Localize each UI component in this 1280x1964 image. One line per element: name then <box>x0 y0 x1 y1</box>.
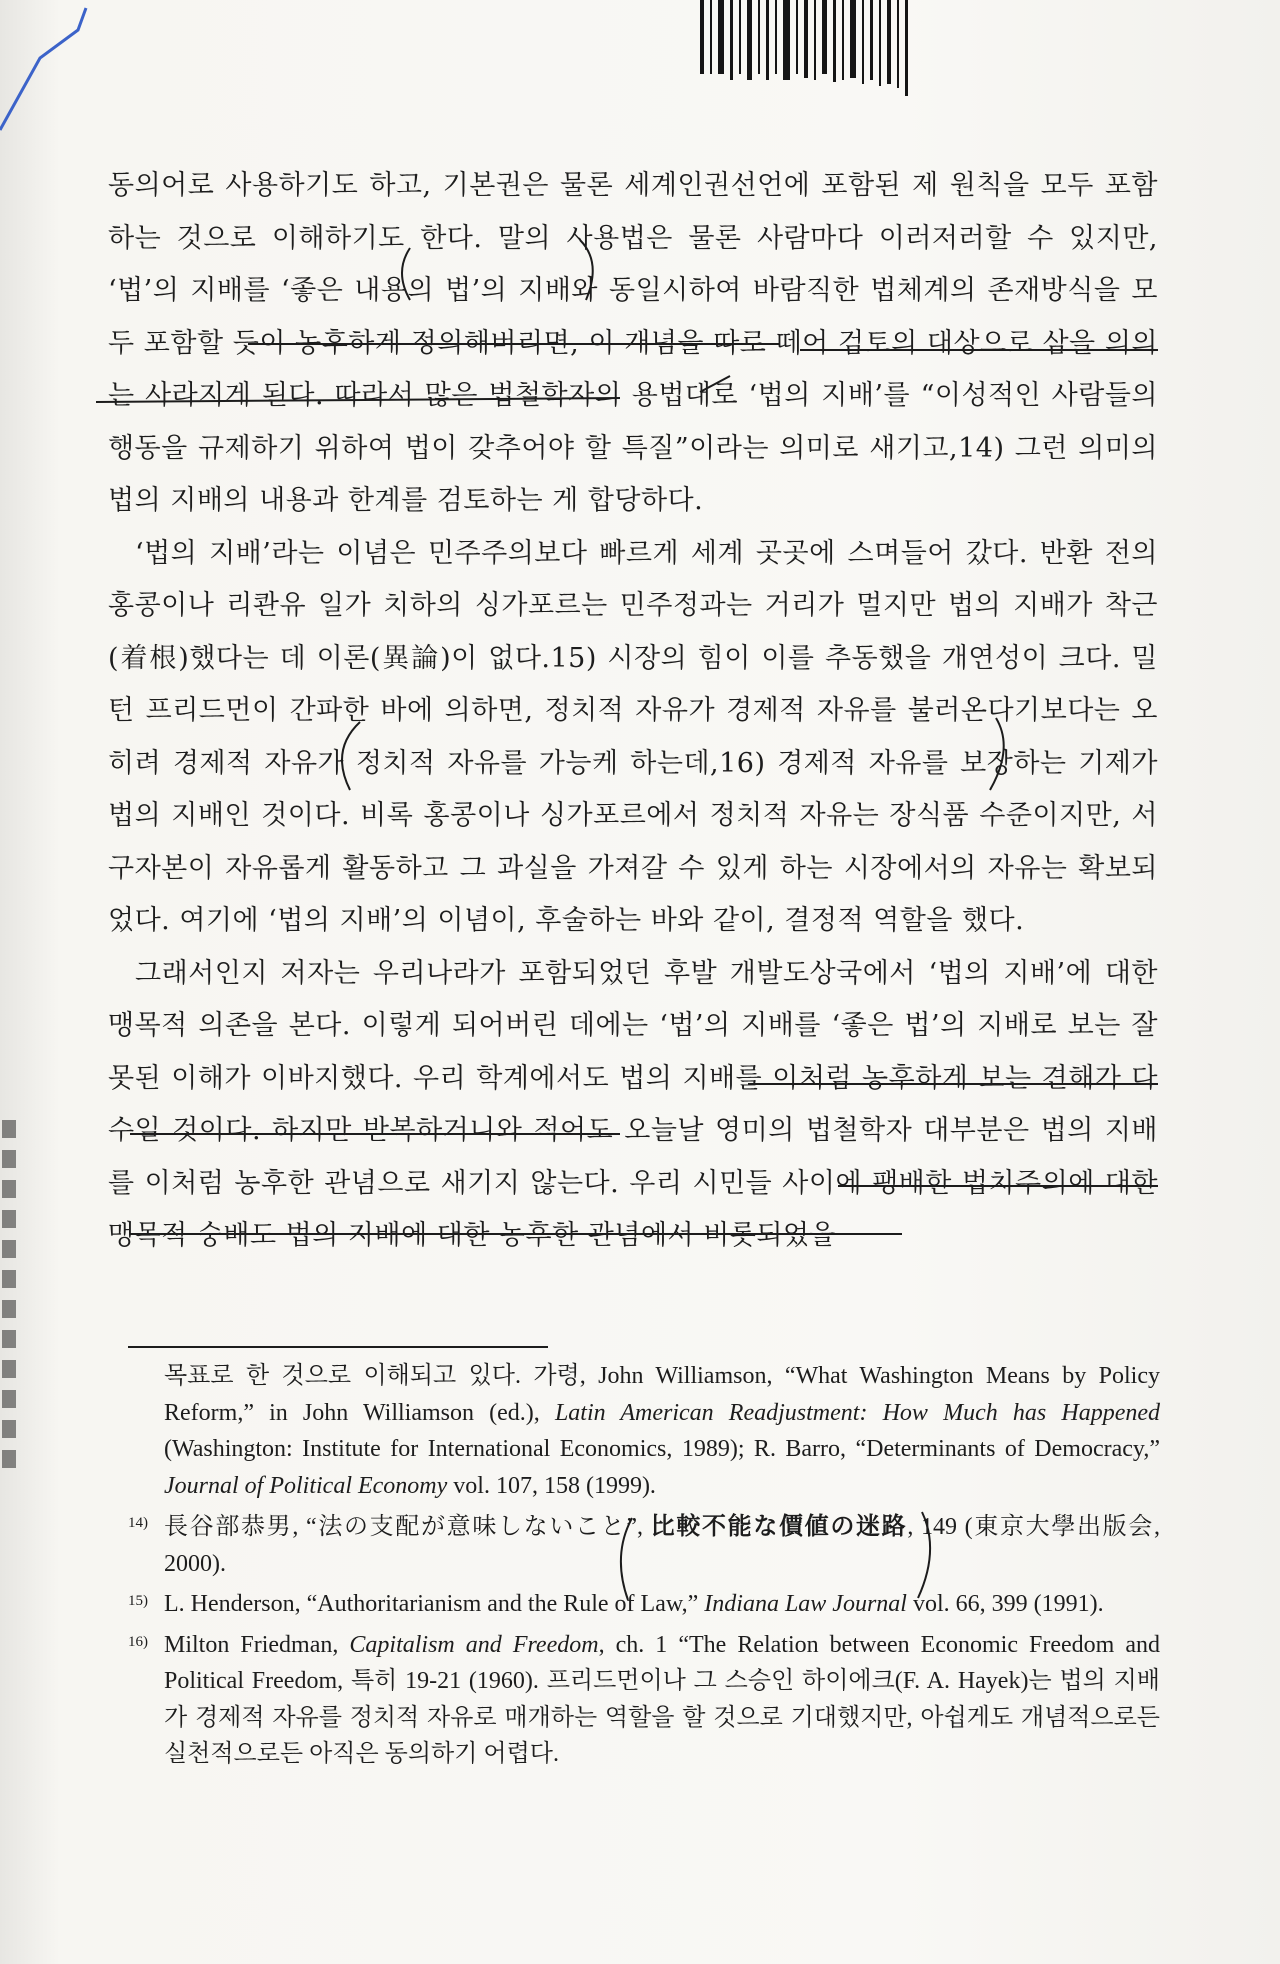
footnote-text: vol. 66, 399 (1991). <box>906 1591 1104 1617</box>
paragraph-2: ‘법의 지배’라는 이념은 민주주의보다 빠르게 세계 곳곳에 스며들어 갔다. 반환 전의 홍콩이나 리콴유 일가 치하의 싱가포르는 민주정과는 거리가 멀지만 법의 지배가 착근(着根)했다는 데 이론(異論)이 없다.15) 시장의 힘이 이를 추동했을 개연성이 크다. 밀턴 프리드먼이 간파한 바에 의하면, 정치적 자유가 경제적 자유를 불러온다기보다는 오히려 경제적 자유가 정치적 자유를 가능케 하는데,16) 경제적 자유를 보장하는 기제가 법의 지배인 것이다. 비록 홍콩이나 싱가포르에서 정치적 자유는 장식품 수준이지만, 서구자본이 자유롭게 활동하고 그 과실을 가져갈 수 있게 하는 시장에서의 자유는 확보되었다. 여기에 ‘법의 지배’의 이념이, 후술하는 바와 같이, 결정적 역할을 했다. <box>108 537 1158 936</box>
footnote-title-bold: 比較不能な價値の迷路 <box>650 1512 908 1540</box>
footnote-16 <box>128 1627 1160 1773</box>
footnote-text: Milton Friedman, <box>164 1631 350 1658</box>
blue-margin-mark <box>0 8 86 130</box>
footnote-text: 목표로 한 것으로 이해되고 있다. 가령, John Williamson, “What Washington Means by Policy Reform,” in John Williamson (ed.), <box>164 1363 1160 1426</box>
footnote-title-italic: Indiana Law Journal <box>704 1591 907 1617</box>
barcode-marks <box>700 0 1160 104</box>
body-text <box>108 160 1158 1263</box>
footnote-number: 14) <box>128 1515 148 1531</box>
paragraph-3: 그래서인지 저자는 우리나라가 포함되었던 후발 개발도상국에서 ‘법의 지배’에 대한 맹목적 의존을 본다. 이렇게 되어버린 데에는 ‘법’의 지배를 ‘좋은 법’의 지배로 보는 잘못된 이해가 이바지했다. 우리 학계에서도 법의 지배를 이처럼 농후하게 보는 견해가 다수일 것이다. 하지만 반복하거니와 적어도 오늘날 영미의 법철학자 대부분은 법의 지배를 이처럼 농후한 관념으로 새기지 않는다. 우리 시민들 사이에 팽배한 법치주의에 대한 맹목적 숭배도 법의 지배에 대한 농후한 관념에서 비롯되었을 <box>108 957 1158 1251</box>
footnote-text: (Washington: Institute for International Economics, 1989); R. Barro, “Determinants of Democracy,” <box>164 1436 1160 1462</box>
footnote-text: , ch. 1 “The Relation between Economic Freedom and Political Freedom, 특히 19-21 (1960). 프리드먼이나 그 스승인 하이에크(F. A. Hayek)는 법의 지배가 경제적 자유를 정치적 자유로 매개하는 역할을 할 것으로 기대했지만, 아쉽게도 개념적으로든 실천적으로든 아직은 동의하기 어렵다. <box>164 1631 1161 1767</box>
footnote-title-italic: Latin American Readjustment: How Much has Happened <box>554 1399 1160 1426</box>
footnote-text: 長谷部恭男, “法の支配が意味しないこと”, <box>164 1514 651 1540</box>
paragraph-1: 동의어로 사용하기도 하고, 기본권은 물론 세계인권선언에 포함된 제 원칙을 모두 포함하는 것으로 이해하기도 한다. 말의 사용법은 물론 사람마다 이러저러할 수 있지만, ‘법’의 지배를 ‘좋은 내용의 법’의 지배와 동일시하여 바람직한 법체계의 존재방식을 모두 포함할 듯이 농후하게 정의해버리면, 이 개념을 따로 떼어 검토의 대상으로 삼을 의의는 사라지게 된다. 따라서 많은 법철학자의 용법대로 ‘법의 지배’를 “이성적인 사람들의 행동을 규제하기 위하여 법이 갖추어야 할 특질”이라는 의미로 새기고,14) 그런 의미의 법의 지배의 내용과 한계를 검토하는 게 합당하다. <box>108 170 1158 516</box>
footnote-divider <box>128 1346 548 1348</box>
footnote-number: 15) <box>128 1593 148 1609</box>
margin-bleed-marks <box>0 1110 22 1670</box>
footnote-title-italic: Capitalism and Freedom <box>349 1631 599 1658</box>
footnote-text: L. Henderson, “Authoritarianism and the Rule of Law,” <box>164 1591 705 1617</box>
footnote-15 <box>128 1586 1160 1623</box>
footnote-14 <box>128 1508 1160 1582</box>
footnote-text: , 149 (東京大學出版会, 2000). <box>164 1514 1160 1577</box>
footnote-title-italic: Journal of Political Economy <box>164 1472 448 1499</box>
footnote-continuation <box>128 1358 1160 1504</box>
footnote-text: vol. 107, 158 (1999). <box>447 1472 656 1499</box>
footnotes <box>128 1358 1160 1777</box>
footnote-number: 16) <box>128 1633 148 1650</box>
